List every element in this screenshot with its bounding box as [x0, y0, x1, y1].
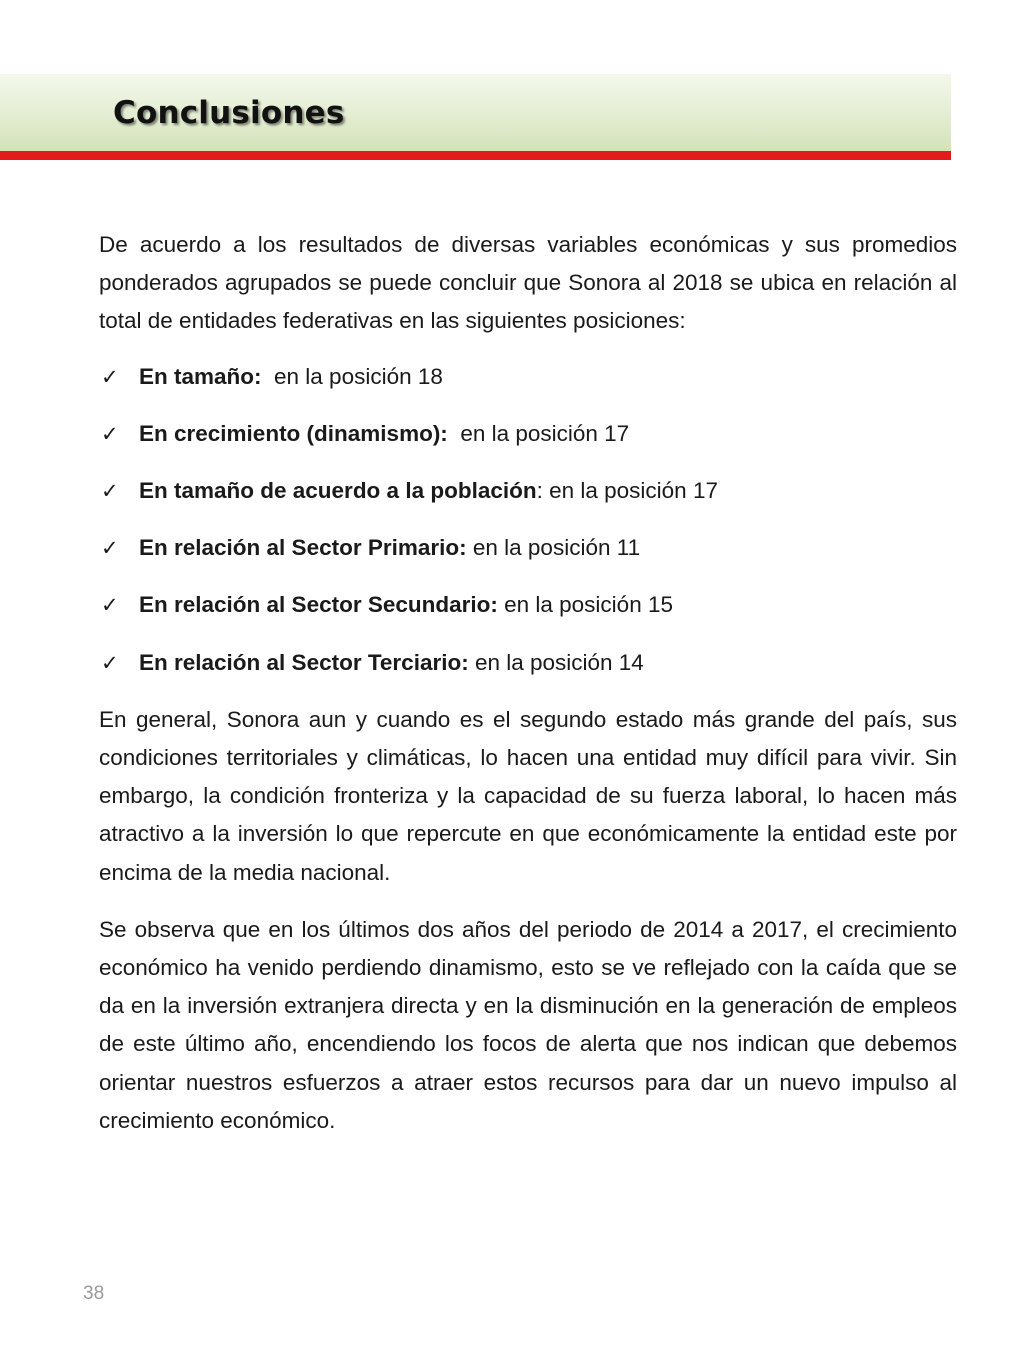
- check-icon: ✓: [101, 421, 119, 446]
- bullet-label: En tamaño:: [139, 363, 262, 389]
- list-item: [99, 358, 957, 396]
- list-item: [99, 586, 957, 624]
- check-icon: ✓: [101, 593, 119, 618]
- bullet-label: En relación al Sector Terciario:: [139, 649, 469, 675]
- bullet-text: en la posición 18: [261, 363, 443, 389]
- bullet-text: en la posición 14: [468, 649, 644, 675]
- list-item: [99, 644, 957, 682]
- main-content: [99, 226, 957, 1159]
- bullet-label: En tamaño de acuerdo a la población: [139, 477, 537, 503]
- header-rule: [0, 151, 951, 160]
- list-item: [99, 529, 957, 567]
- check-icon: ✓: [101, 536, 119, 561]
- bullet-label: En crecimiento (dinamismo):: [139, 420, 448, 446]
- check-icon: ✓: [101, 364, 119, 389]
- growth-paragraph: Se observa que en los últimos dos años del periodo de 2014 a 2017, el crecimiento económico ha venido perdiendo dinamismo, esto se ve reflejado con la caída que se da en la inversión extranjera directa y en la disminución en la generación de empleos de este último año, encendiendo los focos de alerta que nos indican que debemos orientar nuestros esfuerzos a atraer estos recursos para dar un nuevo impulso al crecimiento económico.: [99, 916, 957, 1133]
- check-icon: ✓: [101, 478, 119, 503]
- bullet-text: en la posición 17: [447, 420, 630, 446]
- bullet-label: En relación al Sector Secundario:: [139, 592, 498, 618]
- page-number: 38: [83, 1283, 105, 1304]
- general-paragraph: En general, Sonora aun y cuando es el segundo estado más grande del país, sus condiciones territoriales y climáticas, lo hacen una entidad muy difícil para vivir. Sin embargo, la condición fronteriza y la capacidad de su fuerza laboral, lo hacen más atractivo a la inversión lo que repercute en que económicamente la entidad este por encima de la media nacional.: [99, 706, 957, 885]
- bullet-text: en la posición 11: [466, 535, 641, 561]
- list-item: [99, 415, 957, 453]
- intro-paragraph: De acuerdo a los resultados de diversas variables económicas y sus promedios ponderados agrupados se puede concluir que Sonora al 2018 se ubica en relación al total de entidades federativas en las siguientes posiciones:: [99, 232, 957, 334]
- check-icon: ✓: [101, 650, 119, 675]
- list-item: [99, 472, 957, 510]
- positions-list: [99, 358, 957, 682]
- bullet-text: : en la posición 17: [536, 477, 718, 503]
- bullet-text: en la posición 15: [497, 592, 673, 618]
- page-title: Conclusiones: [113, 95, 345, 131]
- bullet-label: En relación al Sector Primario:: [139, 535, 467, 561]
